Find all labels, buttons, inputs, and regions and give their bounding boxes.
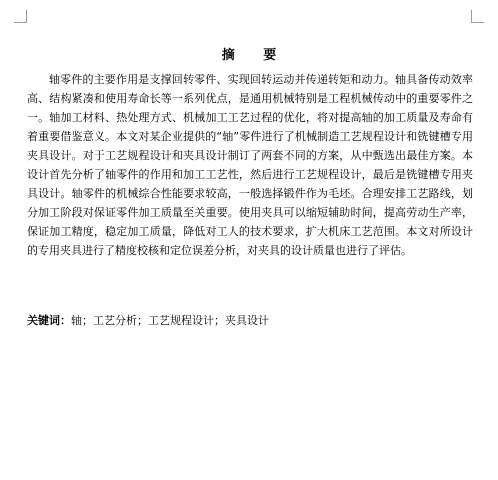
abstract-title: 摘 要	[221, 48, 289, 63]
abstract-paragraph: 轴零件的主要作用是支撑回转零件、实现回转运动并传递转矩和动力。轴具备传动效率高、结构紧凑和使用寿命长等一系列优点，是通用机械特别是工程机械传动中的重要零件之一。轴加工材料、热处理方式、机械加工工艺过程的优化，将对提高轴的加工质量及寿命有着重要借鉴意义。本文对某企业提供的“轴”零件进行了机械制造工艺规程设计和铣键槽专用夹具设计。对于工艺规程设计和夹具设计制订了两套不同的方案，从中甄选出最佳方案。本设计首先分析了轴零件的作用和加工工艺性，然后进行工艺规程设计，最后是铣键槽专用夹具设计。轴零件的机械综合性能要求较高，一般选择锻件作为毛坯。合理安排工艺路线，划分加工阶段对保证零件加工质量至关重要。使用夹具可以缩短辅助时间，提高劳动生产率，保证加工精度，稳定加工质量，降低对工人的技术要求，扩大机床工艺范围。本文对所设计的专用夹具进行了精度校核和定位误差分析，对夹具的设计质量也进行了评估。	[27, 73, 473, 257]
keywords-line	[27, 311, 473, 330]
keywords-text: 轴；工艺分析；工艺规程设计；夹具设计	[71, 314, 269, 327]
margin-corner-mark-right	[471, 10, 484, 23]
keywords-label: 关键词：	[27, 314, 71, 327]
margin-corner-mark-left	[14, 10, 27, 23]
